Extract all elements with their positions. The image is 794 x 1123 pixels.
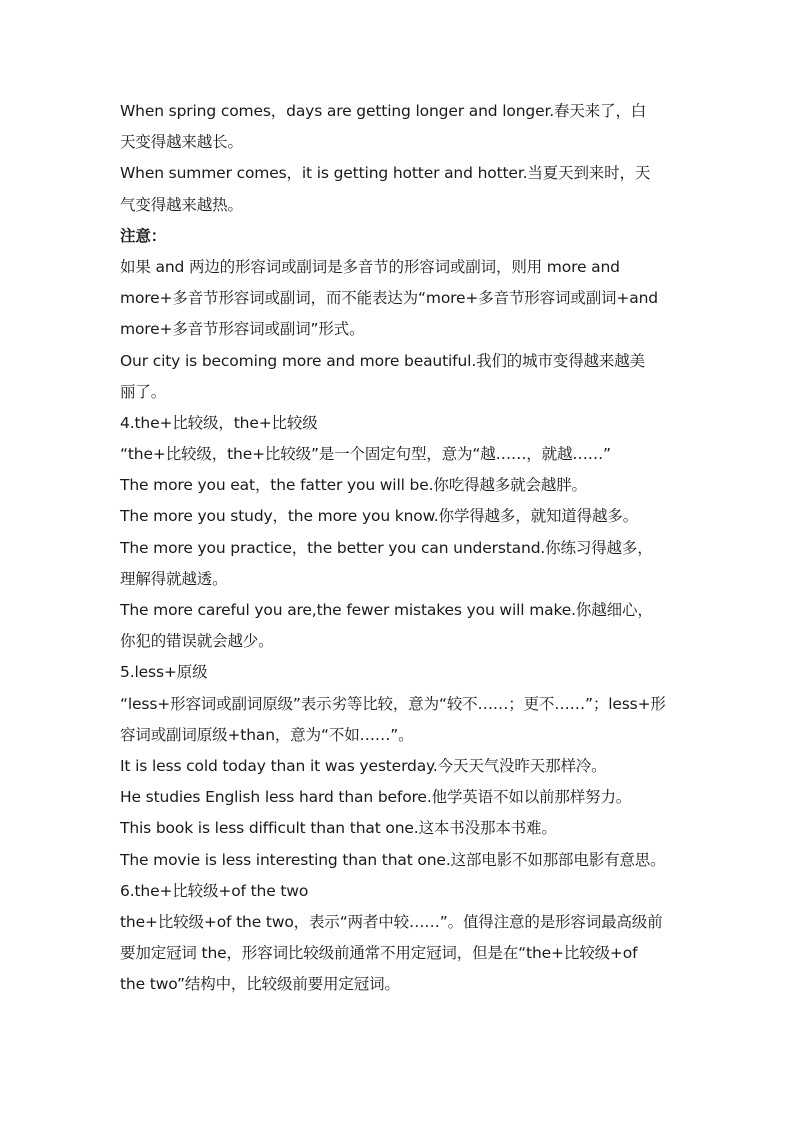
text-line: 如果 and 两边的形容词或副词是多音节的形容词或副词，则用 more and (120, 257, 620, 276)
section-heading: 注意： (120, 226, 167, 245)
text-line: “less+形容词或副词原级”表示劣等比较，意为“较不……；更不……”；less+形 (120, 694, 666, 713)
text-line: more+多音节形容词或副词，而不能表达为“more+多音节形容词或副词+and (120, 289, 658, 308)
text-line: When summer comes，it is getting hotter and hotter.当夏天到来时，天 (120, 164, 651, 183)
text-line: It is less cold today than it was yesterday.今天天气没昨天那样冷。 (120, 756, 607, 775)
text-line: 理解得就越透。 (120, 569, 228, 588)
text-line: The more you study，the more you know.你学得越多，就知道得越多。 (120, 507, 639, 526)
text-line: 要加定冠词 the，形容词比较级前通常不用定冠词，但是在“the+比较级+of (120, 944, 638, 963)
text-line: 丽了。 (120, 382, 167, 401)
text-line: The movie is less interesting than that one.这部电影不如那部电影有意思。 (120, 850, 666, 869)
text-line: The more you eat，the fatter you will be.你吃得越多就会越胖。 (120, 476, 587, 495)
text-line: 容词或副词原级+than，意为“不如……”。 (120, 725, 414, 744)
text-line: This book is less difficult than that one.这本书没那本书难。 (120, 819, 557, 838)
document-body (120, 96, 680, 1000)
text-line: The more you practice，the better you can understand.你练习得越多， (120, 538, 653, 557)
text-line: Our city is becoming more and more beautiful.我们的城市变得越来越美 (120, 351, 645, 370)
text-line: He studies English less hard than before.他学英语不如以前那样努力。 (120, 788, 632, 807)
text-line: 4.the+比较级，the+比较级 (120, 413, 318, 432)
text-line: 你犯的错误就会越少。 (120, 632, 274, 651)
text-line: 5.less+原级 (120, 663, 208, 682)
text-line: When spring comes，days are getting longer and longer.春天来了，白 (120, 102, 647, 120)
text-line: more+多音节形容词或副词”形式。 (120, 320, 365, 339)
text-line: the+比较级+of the two，表示“两者中较……”。值得注意的是形容词最高级前 (120, 912, 663, 931)
text-line: 气变得越来越热。 (120, 195, 243, 214)
text-line: “the+比较级，the+比较级”是一个固定句型，意为“越……，就越……” (120, 445, 611, 464)
text-line: 天变得越来越长。 (120, 133, 243, 152)
text-line: The more careful you are,the fewer mistakes you will make.你越细心， (120, 601, 653, 619)
text-line: 6.the+比较级+of the two (120, 881, 309, 900)
text-line: the two”结构中，比较级前要用定冠词。 (120, 975, 400, 994)
